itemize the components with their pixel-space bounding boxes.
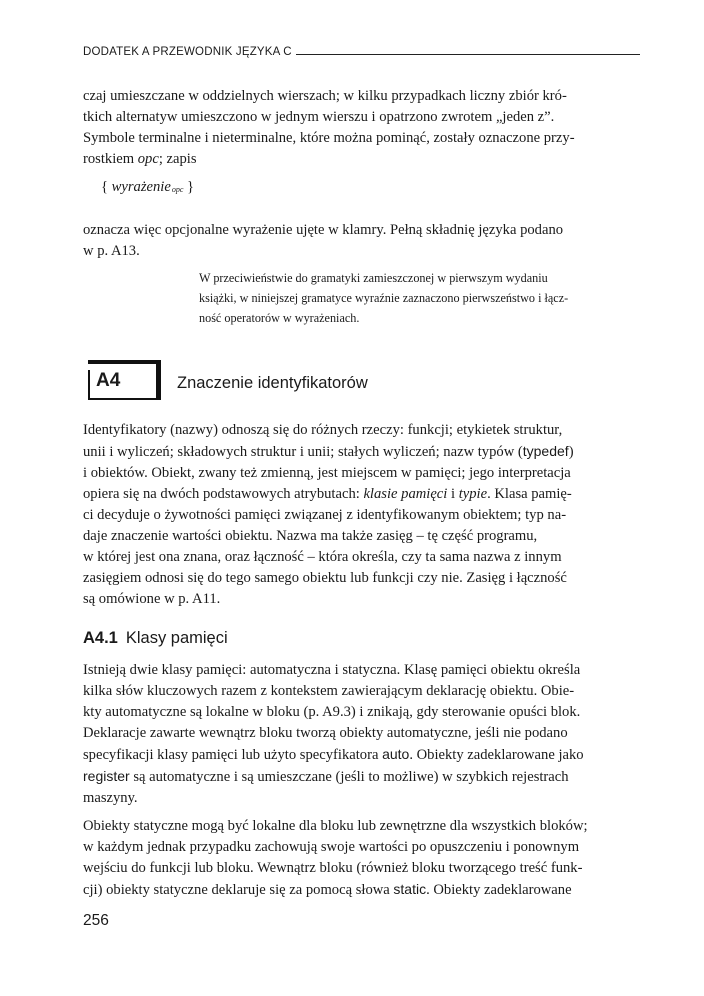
keyword-register: register — [83, 768, 130, 784]
page-number: 256 — [83, 912, 109, 929]
box-left-bar — [88, 370, 90, 400]
text-line: wejściu do funkcji lub bloku. Wewnątrz bloku (również bloku tworzącego treść funk- — [83, 860, 583, 876]
text-line: Symbole terminalne i nieterminalne, które można pominąć, zostały oznaczone przy- — [83, 130, 575, 146]
subsection-paragraph-1 — [83, 660, 640, 809]
text-run: są automatyczne i są umieszczane (jeśli to możliwe) w szybkich rejestrach — [129, 769, 569, 785]
text-run: ) — [568, 444, 574, 460]
note-line: ność operatorów w wyrażeniach. — [199, 311, 360, 325]
text-line — [83, 441, 640, 463]
section-number: A4 — [96, 370, 121, 391]
formula-word: wyrażenie — [111, 179, 171, 195]
text-line: Obiekty statyczne mogą być lokalne dla bloku lub zewnętrzne dla wszystkich bloków; — [83, 818, 588, 834]
text-line: zasięgiem odnosi się do tego samego obiektu lub funkcji czy nie. Zasięg i łączność — [83, 570, 567, 586]
italic-run: opc — [137, 151, 159, 167]
box-right-bar — [156, 360, 161, 400]
text-line: kilka słów kluczowych razem z kontekstem zawierającym deklarację obiektu. Obie- — [83, 683, 575, 699]
note-line: książki, w niniejszej gramatyce wyraźnie zaznaczono pierwszeństwo i łącz- — [199, 291, 569, 305]
text-line: maszyny. — [83, 790, 138, 806]
subsection-paragraph-2 — [83, 816, 640, 901]
section-title: Znaczenie identyfikatorów — [177, 374, 368, 392]
text-line: oznacza więc opcjonalne wyrażenie ujęte w klamry. Pełną składnię języka podano — [83, 222, 564, 238]
brace-close: } — [183, 179, 195, 195]
keyword-auto: auto — [382, 746, 410, 762]
text-line — [83, 149, 640, 170]
brace-open: { — [101, 179, 112, 195]
text-line — [83, 484, 640, 505]
text-line: kty automatyczne są lokalne w bloku (p. A9.3) i znikają, gdy sterowanie opuści blok. — [83, 704, 581, 720]
italic-run: typie — [458, 486, 488, 502]
formula-subscript: opc — [171, 185, 184, 194]
box-bottom-bar — [88, 398, 161, 400]
text-line: i obiektów. Obiekt, zwany też zmienną, jest miejscem w pamięci; jego interpretacja — [83, 465, 571, 481]
text-line: Identyfikatory (nazwy) odnoszą się do różnych rzeczy: funkcji; etykietek struktur, — [83, 422, 563, 438]
text-run: ; zapis — [158, 151, 197, 167]
text-line: daje znaczenie wartości obiektu. Nazwa ma także zasięg – tę część programu, — [83, 528, 538, 544]
box-top-bar — [88, 360, 161, 364]
running-header — [83, 46, 640, 58]
subsection-heading — [83, 629, 228, 648]
text-run: cji) obiekty statyczne deklaruje się za pomocą słowa — [83, 882, 394, 898]
text-line — [83, 766, 640, 788]
text-run: . Obiekty zadeklarowane — [426, 882, 572, 898]
text-run: rostkiem — [83, 151, 138, 167]
text-line: w p. A13. — [83, 243, 140, 259]
text-run: . Klasa pamię- — [487, 486, 572, 502]
text-line — [83, 744, 640, 766]
text-line: w której jest ona znana, oraz łączność – która określa, czy ta sama nazwa z innym — [83, 549, 562, 565]
note-line: W przeciwieństwie do gramatyki zamieszczonej w pierwszym wydaniu — [199, 271, 548, 285]
grammar-notation-example — [101, 179, 194, 196]
text-line — [83, 879, 640, 901]
intro-paragraph-2 — [83, 220, 640, 262]
text-line: Deklaracje zawarte wewnątrz bloku tworzą obiekty automatyczne, jeśli nie podano — [83, 725, 568, 741]
intro-paragraph-1 — [83, 86, 640, 170]
text-run: opiera się na dwóch podstawowych atrybutach: — [83, 486, 364, 502]
subsection-title: Klasy pamięci — [125, 629, 228, 647]
text-line: są omówione w p. A11. — [83, 591, 221, 607]
text-line: tkich alternatyw umieszczono w jednym wierszu i opatrzono zwrotem „jeden z”. — [83, 109, 555, 125]
subsection-number: A4.1 — [83, 629, 118, 647]
text-run: . Obiekty zadeklarowane jako — [409, 747, 584, 763]
side-note — [199, 268, 640, 328]
section-number-box — [83, 360, 161, 400]
keyword-static: static — [393, 881, 427, 897]
keyword-typedef: typedef — [522, 443, 569, 459]
section-paragraph — [83, 420, 640, 610]
text-run: unii i wyliczeń; składowych struktur i unii; stałych wyliczeń; nazw typów ( — [83, 444, 523, 460]
header-rule — [296, 54, 640, 55]
text-line: czaj umieszczane w oddzielnych wierszach; w kilku przypadkach liczny zbiór kró- — [83, 88, 567, 104]
header-title: DODATEK A PRZEWODNIK JĘZYKA C — [83, 46, 292, 58]
text-line: w każdym jednak przypadku zachowują swoje wartości po opuszczeniu i ponownym — [83, 839, 580, 855]
italic-run: klasie pamięci — [363, 486, 448, 502]
text-line: ci decyduje o żywotności pamięci związanej z identyfikowanym obiektem; typ na- — [83, 507, 567, 523]
text-run: specyfikacji klasy pamięci lub użyto specyfikatora — [83, 747, 383, 763]
text-line: Istnieją dwie klasy pamięci: automatyczna i statyczna. Klasę pamięci obiektu określa — [83, 662, 581, 678]
text-run: i — [447, 486, 459, 502]
